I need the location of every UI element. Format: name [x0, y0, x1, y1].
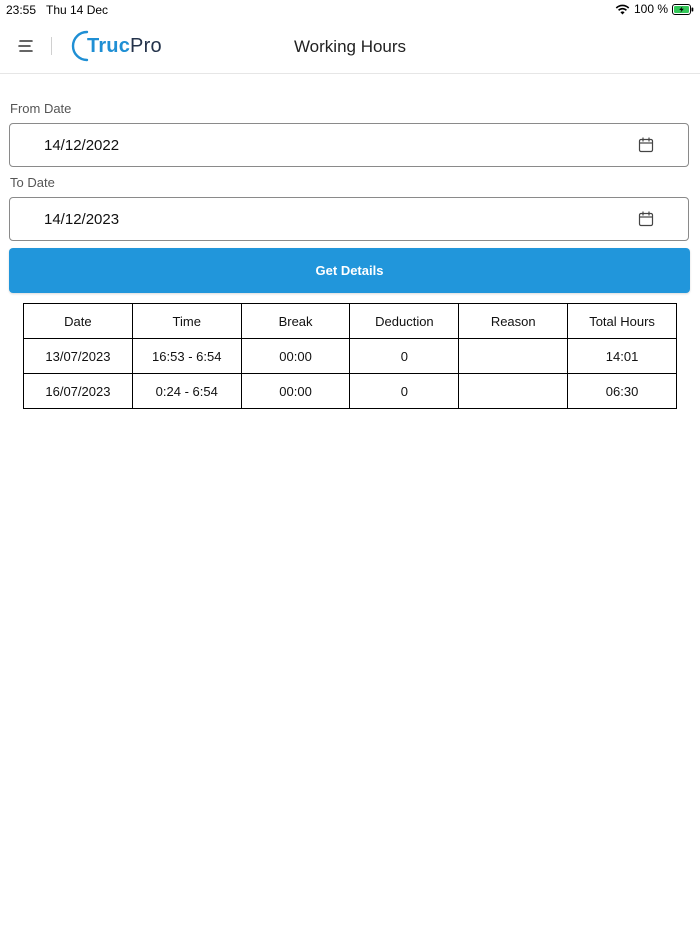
from-date-value: 14/12/2022 — [44, 137, 120, 154]
logo-text-truc: Truc — [87, 34, 131, 57]
working-hours-table — [23, 303, 677, 409]
wifi-icon — [615, 4, 630, 15]
battery-charging-icon — [672, 4, 694, 15]
app-header — [0, 20, 700, 74]
cell-total-hours: 06:30 — [568, 374, 677, 409]
status-date: Thu 14 Dec — [46, 3, 109, 17]
cell-break: 00:00 — [241, 339, 350, 374]
column-header-total-hours: Total Hours — [568, 304, 677, 339]
table-row — [24, 339, 677, 374]
from-date-field[interactable] — [9, 123, 689, 167]
from-date-label: From Date — [10, 101, 72, 116]
cell-deduction: 0 — [350, 339, 459, 374]
cell-date: 13/07/2023 — [24, 339, 133, 374]
column-header-reason: Reason — [459, 304, 568, 339]
page-title: Working Hours — [293, 37, 407, 56]
status-time: 23:55 — [6, 3, 37, 17]
column-header-break: Break — [241, 304, 350, 339]
table-row — [24, 374, 677, 409]
cell-date: 16/07/2023 — [24, 374, 133, 409]
logo-text-pro: Pro — [130, 34, 162, 57]
cell-reason — [459, 339, 568, 374]
to-date-label: To Date — [10, 175, 55, 190]
status-bar — [0, 0, 700, 20]
to-date-field[interactable] — [9, 197, 689, 241]
cell-reason — [459, 374, 568, 409]
cell-break: 00:00 — [241, 374, 350, 409]
column-header-date: Date — [24, 304, 133, 339]
calendar-icon[interactable] — [638, 211, 654, 227]
cell-time: 16:53 - 6:54 — [132, 339, 241, 374]
column-header-time: Time — [132, 304, 241, 339]
status-right — [615, 2, 694, 16]
cell-deduction: 0 — [350, 374, 459, 409]
to-date-value: 14/12/2023 — [44, 211, 120, 228]
table-header-row — [24, 304, 677, 339]
get-details-button[interactable]: Get Details — [9, 248, 690, 293]
column-header-deduction: Deduction — [350, 304, 459, 339]
cell-time: 0:24 - 6:54 — [132, 374, 241, 409]
battery-percent: 100 % — [633, 2, 668, 16]
cell-total-hours: 14:01 — [568, 339, 677, 374]
calendar-icon[interactable] — [638, 137, 654, 153]
